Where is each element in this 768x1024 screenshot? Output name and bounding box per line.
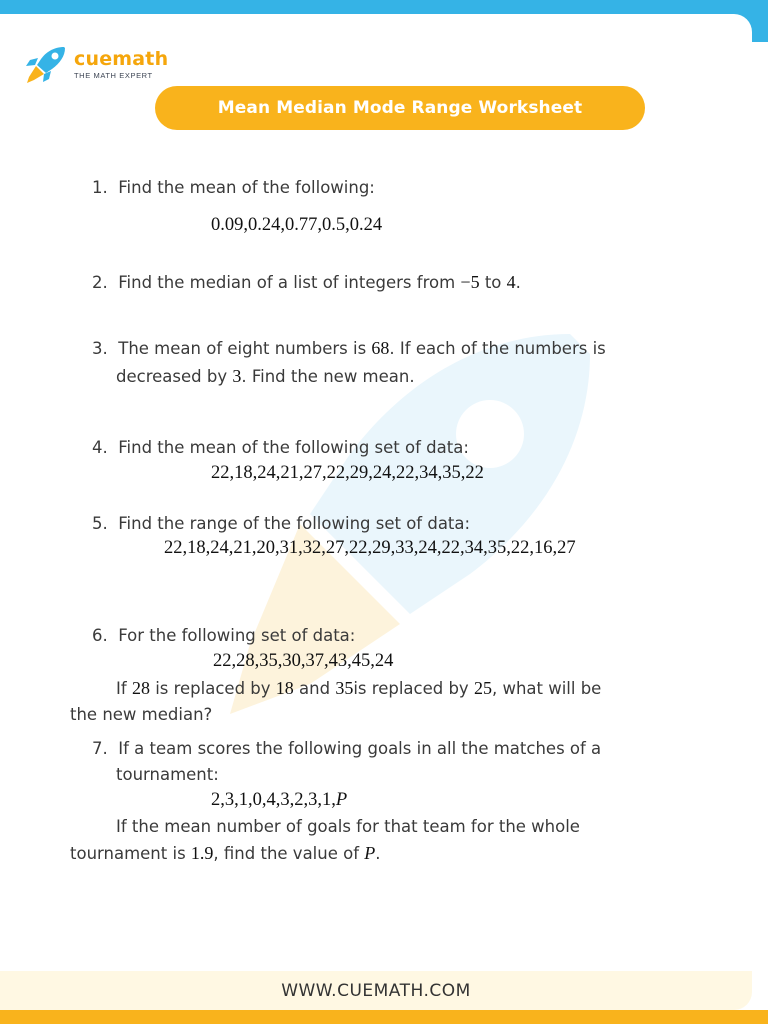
q7-text-d: tournament is xyxy=(70,844,186,863)
q6-value-b: 18 xyxy=(275,678,294,698)
q6-value-d: 25 xyxy=(473,678,492,698)
q2-number: 2. xyxy=(92,273,108,292)
q6-text-e: , what will be xyxy=(491,679,602,698)
q7-text-e: , find the value of xyxy=(213,844,360,863)
question-4 xyxy=(92,438,469,458)
q6-text-b: is replaced by xyxy=(155,679,271,698)
worksheet-title xyxy=(155,86,645,130)
q6-text-a: If xyxy=(116,679,127,698)
q4-number: 4. xyxy=(92,438,108,457)
rocket-logo-icon xyxy=(24,44,68,84)
q3-value-b: 3 xyxy=(232,366,242,386)
question-7-line-1 xyxy=(92,739,601,759)
q2-text-c: . xyxy=(515,273,521,292)
q7-text-c: If the mean number of goals for that team for the whole xyxy=(116,817,580,836)
q7-data-var: P xyxy=(335,790,348,810)
question-7-line-4 xyxy=(70,843,381,864)
q3-text-c: decreased by xyxy=(116,367,228,386)
q1-number: 1. xyxy=(92,178,108,197)
question-2 xyxy=(92,272,521,293)
q2-value-a: −5 xyxy=(460,272,480,292)
brand-tagline: THE MATH EXPERT xyxy=(74,70,153,80)
q1-text: Find the mean of the following: xyxy=(118,178,375,197)
worksheet-page xyxy=(0,14,752,1010)
q5-number: 5. xyxy=(92,514,108,533)
q7-text-b: tournament: xyxy=(116,765,219,784)
q7-number: 7. xyxy=(92,739,108,758)
question-7-line-3 xyxy=(116,817,580,837)
q5-text: Find the range of the following set of data: xyxy=(118,514,471,533)
q6-text-d: is replaced by xyxy=(353,679,469,698)
q5-data: 22,18,24,21,20,31,32,27,22,29,33,24,22,34,35,22,16,27 xyxy=(164,538,576,558)
q4-text: Find the mean of the following set of data: xyxy=(118,438,469,457)
q2-value-b: 4 xyxy=(506,272,516,292)
question-1 xyxy=(92,178,375,198)
q4-data: 22,18,24,21,27,22,29,24,22,34,35,22 xyxy=(211,463,484,483)
q7-value-a: 1.9 xyxy=(190,843,214,863)
question-7-line-2 xyxy=(116,765,219,785)
q2-text-a: Find the median of a list of integers from xyxy=(118,273,456,292)
q3-text-b: . If each of the numbers is xyxy=(389,339,606,358)
q3-number: 3. xyxy=(92,339,108,358)
q1-data: 0.09,0.24,0.77,0.5,0.24 xyxy=(211,215,383,235)
q7-data-values: 2,3,1,0,4,3,2,3,1, xyxy=(211,790,336,810)
footer xyxy=(0,971,752,1010)
bottom-color-band xyxy=(0,1010,768,1024)
worksheet-title-text: Mean Median Mode Range Worksheet xyxy=(217,98,583,118)
q7-value-b: P xyxy=(364,843,376,863)
q7-text-f: . xyxy=(375,844,381,863)
q2-text-b: to xyxy=(484,273,502,292)
q6-text: For the following set of data: xyxy=(118,626,356,645)
q6-data: 22,28,35,30,37,43,45,24 xyxy=(213,651,394,671)
question-5 xyxy=(92,514,470,534)
question-6 xyxy=(92,626,355,646)
q6-text-c: and xyxy=(299,679,331,698)
footer-url[interactable]: WWW.CUEMATH.COM xyxy=(281,981,471,1001)
q6-value-a: 28 xyxy=(131,678,150,698)
brand-name: cuemath xyxy=(74,47,169,70)
cuemath-logo xyxy=(24,44,168,84)
q6-value-c: 35 xyxy=(335,678,354,698)
q6-text-f: the new median? xyxy=(70,705,213,724)
q3-text-a: The mean of eight numbers is xyxy=(118,339,367,358)
question-3-line-2 xyxy=(116,366,415,387)
q3-text-d: . Find the new mean. xyxy=(241,367,415,386)
q7-text-a: If a team scores the following goals in all the matches of a xyxy=(118,739,602,758)
q7-data xyxy=(211,789,347,811)
q6-number: 6. xyxy=(92,626,108,645)
question-6-line-2 xyxy=(116,678,601,699)
q3-value-a: 68 xyxy=(371,338,390,358)
question-6-line-3 xyxy=(70,705,212,725)
question-3-line-1 xyxy=(92,338,606,359)
